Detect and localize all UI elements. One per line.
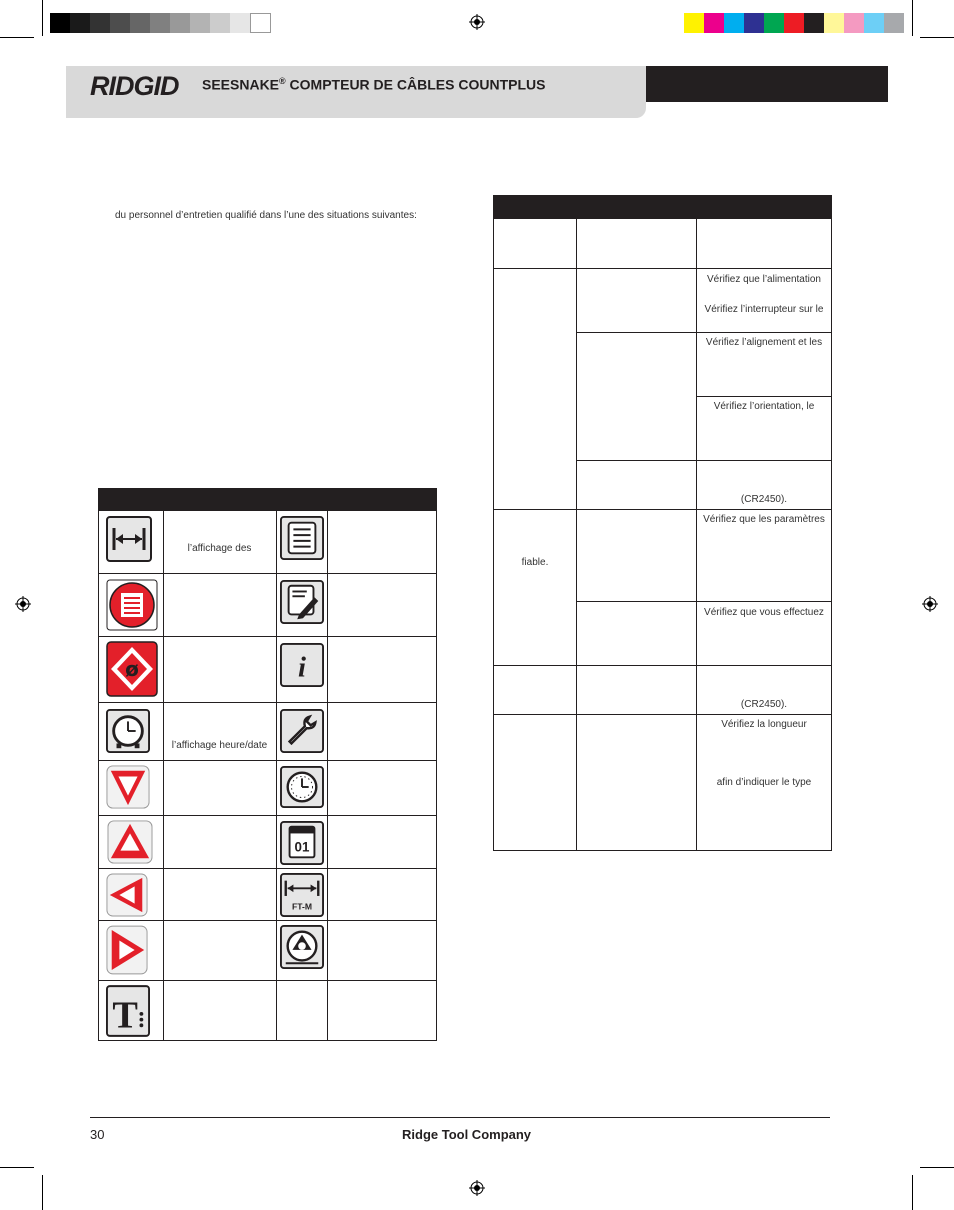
text-t-icon — [106, 985, 150, 1037]
units-ft-m-icon — [280, 873, 324, 917]
footer-company: Ridge Tool Company — [402, 1127, 532, 1142]
solution-text: afin d’indiquer le type — [716, 777, 812, 788]
registration-mark-icon — [469, 14, 485, 30]
calendar-icon-text: 01 — [294, 839, 310, 855]
solution-text: Vérifiez l’orientation, le — [713, 401, 815, 412]
solution-text: Vérifiez que l’alimentation — [707, 274, 821, 285]
solution-text: Vérifiez l’alignement et les — [705, 337, 823, 348]
registration-mark-icon — [469, 1180, 485, 1196]
calendar-icon — [280, 821, 324, 865]
svg-text:T: T — [112, 994, 138, 1037]
solution-text: (CR2450). — [740, 699, 788, 710]
header-band-tail — [66, 102, 646, 118]
problem-text: fiable. — [521, 557, 549, 568]
ridgid-logo: RIDGID — [90, 71, 179, 101]
troubleshooting-table-header — [494, 196, 831, 219]
icon-desc-left: l’affichage heure/date — [171, 740, 268, 751]
arrow-up-icon — [106, 820, 154, 864]
solution-text: Vérifiez que vous effectuez — [704, 607, 824, 618]
list-icon — [280, 516, 324, 560]
page-title: SEESNAKE® COMPTEUR DE CÂBLES COUNTPLUS — [202, 76, 546, 93]
icon-desc-left: l’affichage des — [187, 543, 252, 554]
registration-mark-icon — [922, 596, 938, 612]
registration-mark-icon — [15, 596, 31, 612]
svg-text:ø: ø — [125, 657, 139, 681]
clock-icon — [106, 708, 150, 754]
info-icon — [280, 643, 324, 687]
wrench-icon — [280, 709, 324, 753]
clock-setting-icon — [280, 766, 324, 808]
troubleshooting-table — [493, 195, 832, 851]
cable-reel-icon — [280, 925, 324, 969]
svg-text:FT-M: FT-M — [291, 901, 313, 912]
icon-table — [98, 488, 437, 1041]
footer-rule — [90, 1117, 830, 1118]
svg-text:i: i — [298, 651, 306, 684]
intro-text: du personnel d’entretien qualifié dans l’une des situations suivantes: — [115, 210, 417, 221]
red-list-icon — [106, 579, 158, 631]
solution-text: Vérifiez l’interrupteur sur le — [704, 304, 824, 315]
measure-arrows-icon — [106, 516, 152, 562]
pencil-edit-icon — [280, 580, 324, 624]
solution-text: Vérifiez que les paramètres — [703, 514, 825, 525]
arrow-left-icon — [106, 873, 148, 917]
zero-reset-icon — [106, 641, 158, 697]
header-dark-block — [646, 66, 888, 102]
arrow-right-icon — [106, 925, 148, 975]
icon-table-header — [99, 489, 436, 511]
solution-text: Vérifiez la longueur — [721, 719, 807, 730]
arrow-down-icon — [106, 765, 150, 809]
solution-text: (CR2450). — [740, 494, 788, 505]
page-number: 30 — [90, 1127, 105, 1142]
